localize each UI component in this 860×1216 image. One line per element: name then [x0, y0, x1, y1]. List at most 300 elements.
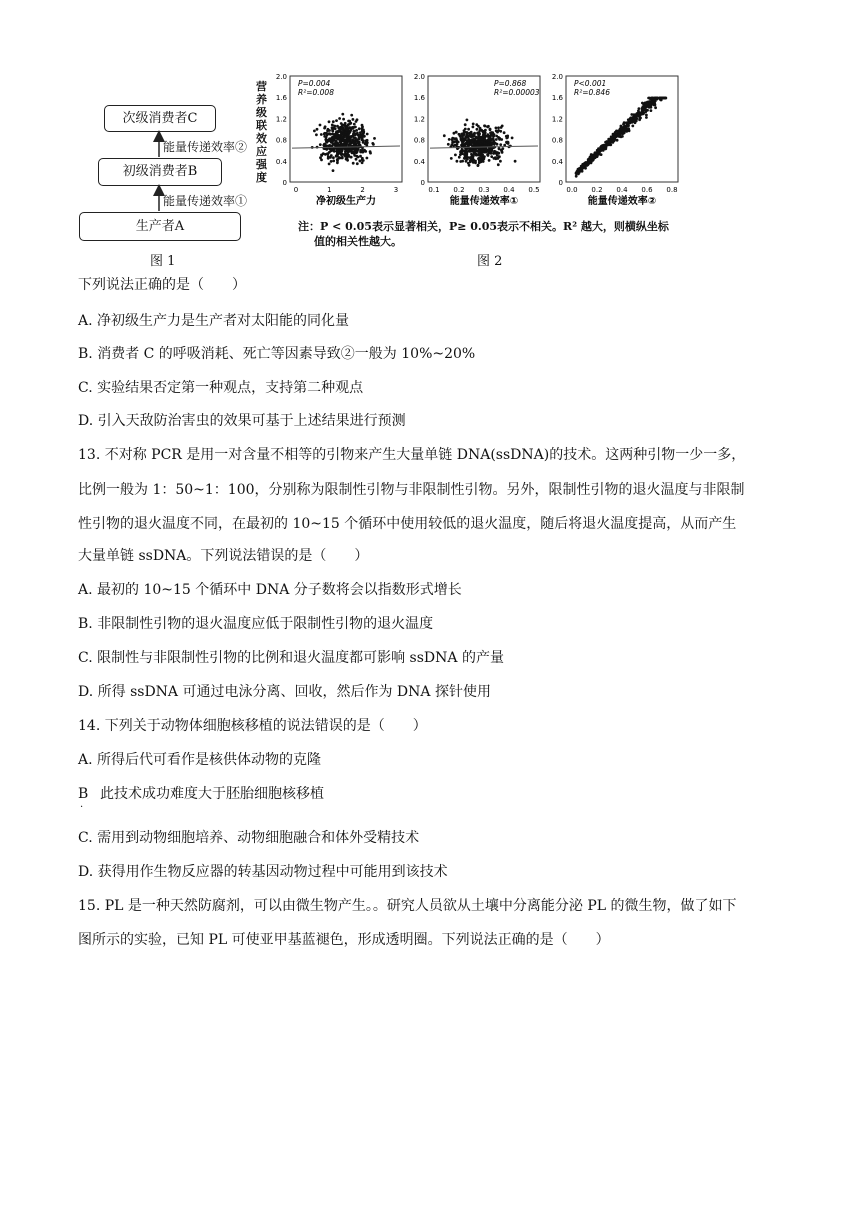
- scatter-point: [455, 137, 458, 140]
- scatter-point: [345, 149, 348, 152]
- scatter-point: [344, 131, 347, 134]
- scatter-point: [328, 163, 331, 166]
- producer-a-box: 生产者A: [79, 212, 241, 241]
- scatter-point: [493, 157, 496, 160]
- scatter-point: [345, 141, 348, 144]
- scatter-point: [472, 159, 475, 162]
- scatter-point: [357, 147, 360, 150]
- scatter-point: [456, 160, 459, 163]
- scatter-point: [482, 134, 485, 137]
- scatter-point: [495, 130, 498, 133]
- scatter-point: [326, 153, 329, 156]
- scatter-point: [490, 155, 493, 158]
- scatter-point: [335, 119, 338, 122]
- scatter-point: [483, 124, 486, 127]
- scatter-point: [341, 157, 344, 160]
- y-tick-label: 1.2: [551, 115, 563, 124]
- q13-option-c: C. 限制性与非限制性引物的比例和退火温度都可影响 ssDNA 的产量: [78, 650, 504, 666]
- scatter-point: [488, 136, 491, 139]
- scatter-point: [448, 138, 451, 141]
- scatter-point: [575, 175, 578, 178]
- figure-2-note-1: 注：P < 0.05表示显著相关，P≥ 0.05表示不相关。R² 越大，则横纵坐标: [298, 220, 669, 233]
- scatter-point: [350, 114, 353, 117]
- scatter-point: [604, 144, 607, 147]
- scatter-point: [470, 148, 473, 151]
- y-tick-label: 2.0: [275, 73, 287, 81]
- scatter-point: [610, 137, 613, 140]
- x-tick-label: 0.2: [591, 186, 603, 194]
- scatter-point: [485, 143, 488, 146]
- x-tick-label: 0.6: [641, 186, 653, 194]
- scatter-point: [331, 127, 334, 130]
- scatter-point: [352, 142, 355, 145]
- scatter-point: [581, 168, 584, 171]
- x-axis-label: 净初级生产力: [316, 196, 376, 207]
- y-tick-label: 1.6: [413, 94, 425, 103]
- scatter-point: [469, 156, 472, 159]
- scatter-point: [497, 163, 500, 166]
- y-tick-label: 0: [420, 179, 425, 187]
- scatter-point: [473, 152, 476, 155]
- figure-2-caption: 图 2: [477, 254, 503, 269]
- scatter-point: [490, 142, 493, 145]
- q12-option-c: C. 实验结果否定第一种观点，支持第二种观点: [78, 380, 364, 396]
- scatter-point: [495, 127, 498, 130]
- scatter-point: [352, 162, 355, 165]
- scatter-point: [638, 115, 641, 118]
- y-tick-label: 0.8: [413, 136, 425, 145]
- scatter-point: [511, 137, 514, 140]
- scatter-point: [618, 135, 621, 138]
- scatter-point: [328, 129, 331, 132]
- scatter-point: [443, 134, 446, 137]
- q15-line-2: 图所示的实验，已知 PL 可使亚甲基蓝褪色，形成透明圈。下列说法正确的是（ ）: [78, 932, 610, 948]
- y-tick-label: 2.0: [413, 73, 425, 81]
- scatter-point: [470, 140, 473, 143]
- x-tick-label: 0.1: [428, 186, 440, 194]
- scatter-point: [465, 160, 468, 163]
- scatter-point: [458, 156, 461, 159]
- scatter-point: [465, 151, 468, 154]
- scatter-point: [330, 154, 333, 157]
- scatter-point: [634, 117, 637, 120]
- scatter-point: [328, 139, 331, 142]
- scatter-point: [499, 130, 502, 133]
- scatter-point: [330, 160, 333, 163]
- scatter-point: [336, 148, 339, 151]
- scatter-point: [463, 131, 466, 134]
- scatter-point: [352, 118, 355, 121]
- scatter-point: [640, 111, 643, 114]
- scatter-point: [503, 144, 506, 147]
- scatter-point: [505, 137, 508, 140]
- scatter-point: [356, 162, 359, 165]
- scatter-point: [649, 103, 652, 106]
- scatter-point: [348, 150, 351, 153]
- x-tick-label: 0.2: [453, 186, 465, 194]
- scatter-point: [358, 127, 361, 130]
- scatter-point: [366, 157, 369, 160]
- scatter-point: [488, 159, 491, 162]
- figure-1-arrows: [0, 0, 300, 260]
- p-value: P=0.004: [298, 79, 331, 88]
- q14-option-b-letter: B: [78, 786, 89, 802]
- scatter-point: [340, 122, 343, 125]
- scatter-point: [332, 156, 335, 159]
- scatter-point: [467, 128, 470, 131]
- scatter-point: [342, 118, 345, 121]
- scatter-point: [338, 127, 341, 130]
- scatter-point: [329, 133, 332, 136]
- scatter-point: [634, 121, 637, 124]
- scatter-point: [349, 147, 352, 150]
- x-axis-label: 能量传递效率①: [449, 196, 519, 207]
- scatter-point: [495, 135, 498, 138]
- q14-option-c: C. 需用到动物细胞培养、动物细胞融合和体外受精技术: [78, 830, 420, 846]
- scatter-point: [361, 157, 364, 160]
- scatter-point: [350, 135, 353, 138]
- scatter-point: [625, 128, 628, 131]
- scatter-point: [458, 133, 461, 136]
- scatter-point: [477, 164, 480, 167]
- scatter-point: [334, 133, 337, 136]
- scatter-point: [359, 131, 362, 134]
- scatter-point: [469, 159, 472, 162]
- scatter-point: [353, 123, 356, 126]
- scatter-point: [608, 141, 611, 144]
- x-tick-label: 0.0: [566, 186, 578, 194]
- q14-option-a: A. 所得后代可看作是核供体动物的克隆: [78, 752, 322, 768]
- scatter-point: [500, 138, 503, 141]
- scatter-point: [490, 152, 493, 155]
- scatter-point: [631, 125, 634, 128]
- scatter-point: [361, 161, 364, 164]
- scatter-point: [478, 138, 481, 141]
- scatter-point: [494, 150, 497, 153]
- scatter-point: [472, 133, 475, 136]
- x-tick-label: 0.3: [478, 186, 490, 194]
- scatter-point: [373, 137, 376, 140]
- scatter-point: [587, 158, 590, 161]
- scatter-point: [476, 128, 479, 131]
- scatter-point: [464, 128, 467, 131]
- scatter-point: [654, 106, 657, 109]
- scatter-point: [327, 155, 330, 158]
- scatter-point: [645, 104, 648, 107]
- scatter-point: [478, 159, 481, 162]
- scatter-point: [487, 154, 490, 157]
- x-tick-label: 0.8: [666, 186, 678, 194]
- scatter-point: [336, 136, 339, 139]
- scatter-point: [336, 143, 339, 146]
- scatter-point: [344, 128, 347, 131]
- scatter-point: [459, 160, 462, 163]
- scatter-point: [626, 124, 629, 127]
- scatter-point: [344, 154, 347, 157]
- q15-line-1: 15. PL 是一种天然防腐剂，可以由微生物产生。。研究人员欲从土壤中分离能分泌 PL 的微生物，做了如下: [78, 898, 737, 914]
- scatter-point: [351, 151, 354, 154]
- y-tick-label: 0: [282, 179, 287, 187]
- scatter-point: [341, 113, 344, 116]
- x-tick-label: 0.4: [503, 186, 515, 194]
- x-tick-label: 2: [360, 186, 365, 194]
- x-axis-label: 能量传递效率②: [587, 196, 657, 207]
- scatter-point: [332, 160, 335, 163]
- scatter-point: [348, 123, 351, 126]
- scatter-point: [332, 136, 335, 139]
- scatter-point: [323, 135, 326, 138]
- scatter-point: [340, 131, 343, 134]
- scatter-point: [319, 143, 322, 146]
- q14-option-b-text: 此技术成功难度大于胚胎细胞核移植: [100, 786, 324, 802]
- q14-option-b-dot: .: [80, 799, 84, 810]
- q12-option-b: B. 消费者 C 的呼吸消耗、死亡等因素导致②一般为 10%~20%: [78, 346, 476, 362]
- scatter-point: [651, 100, 654, 103]
- scatter-point: [659, 97, 662, 100]
- scatter-point: [484, 129, 487, 132]
- figure-2-scatter-plots: [268, 68, 688, 218]
- figure-1-caption: 图 1: [150, 254, 176, 269]
- scatter-point: [578, 168, 581, 171]
- scatter-point: [638, 107, 641, 110]
- scatter-point: [333, 125, 336, 128]
- scatter-point: [501, 147, 504, 150]
- scatter-point: [470, 153, 473, 156]
- scatter-point: [460, 133, 463, 136]
- q14-option-d: D. 获得用作生物反应器的转基因动物过程中可能用到该技术: [78, 864, 448, 880]
- scatter-point: [641, 102, 644, 105]
- scatter-point: [494, 142, 497, 145]
- scatter-point: [599, 149, 602, 152]
- scatter-point: [332, 169, 335, 172]
- scatter-point: [349, 127, 352, 130]
- scatter-point: [623, 121, 626, 124]
- scatter-point: [455, 131, 458, 134]
- scatter-point: [500, 126, 503, 129]
- q13-line-1: 13. 不对称 PCR 是用一对含量不相等的引物来产生大量单链 DNA(ssDNA)的技术。这两种引物一少一多，: [78, 447, 746, 463]
- scatter-point: [575, 172, 578, 175]
- scatter-point: [475, 123, 478, 126]
- scatter-point: [652, 103, 655, 106]
- scatter-point: [366, 139, 369, 142]
- scatter-point: [372, 143, 375, 146]
- scatter-point: [468, 164, 471, 167]
- scatter-point: [457, 141, 460, 144]
- scatter-point: [467, 132, 470, 135]
- scatter-point: [341, 136, 344, 139]
- scatter-point: [454, 154, 457, 157]
- scatter-point: [507, 141, 510, 144]
- scatter-point: [478, 141, 481, 144]
- scatter-point: [607, 138, 610, 141]
- y-tick-label: 1.2: [275, 115, 287, 124]
- scatter-point: [631, 121, 634, 124]
- p-value: P<0.001: [574, 79, 607, 88]
- scatter-point: [335, 130, 338, 133]
- y-tick-label: 0: [558, 179, 563, 187]
- scatter-point: [653, 99, 656, 102]
- q12-option-a: A. 净初级生产力是生产者对太阳能的同化量: [78, 313, 350, 329]
- scatter-point: [362, 130, 365, 133]
- scatter-point: [320, 159, 323, 162]
- q13-option-d: D. 所得 ssDNA 可通过电泳分离、回收，然后作为 DNA 探针使用: [78, 684, 491, 700]
- y-tick-label: 1.6: [275, 94, 287, 103]
- scatter-point: [346, 129, 349, 132]
- x-tick-label: 0.5: [528, 186, 540, 194]
- scatter-point: [664, 97, 667, 100]
- scatter-point: [366, 133, 369, 136]
- scatter-point: [369, 152, 372, 155]
- scatter-point: [454, 144, 457, 147]
- scatter-point: [645, 116, 648, 119]
- scatter-point: [501, 151, 504, 154]
- scatter-point: [335, 155, 338, 158]
- p-value: P=0.868: [494, 79, 527, 88]
- scatter-point: [326, 134, 329, 137]
- q13-option-a: A. 最初的 10~15 个循环中 DNA 分子数将会以指数形式增长: [78, 582, 462, 598]
- scatter-point: [483, 132, 486, 135]
- q13-line-2: 比例一般为 1：50~1：100，分别称为限制性引物与非限制性引物。另外，限制性引物的退火温度与非限制: [78, 482, 745, 498]
- scatter-point: [650, 109, 653, 112]
- y-tick-label: 0.4: [413, 157, 425, 166]
- scatter-point: [349, 143, 352, 146]
- scatter-point: [589, 158, 592, 161]
- scatter-point: [334, 127, 337, 130]
- y-tick-label: 0.8: [551, 136, 563, 145]
- scatter-point: [338, 117, 341, 120]
- q12-option-d: D. 引入天敌防治害虫的效果可基于上述结果进行预测: [78, 413, 406, 429]
- scatter-point: [478, 150, 481, 153]
- y-tick-label: 2.0: [551, 73, 563, 81]
- scatter-point: [353, 154, 356, 157]
- scatter-point: [341, 125, 344, 128]
- scatter-point: [451, 141, 454, 144]
- scatter-point: [324, 153, 327, 156]
- scatter-point: [332, 120, 335, 123]
- scatter-point: [361, 126, 364, 129]
- scatter-point: [331, 130, 334, 133]
- scatter-point: [362, 133, 365, 136]
- scatter-point: [637, 110, 640, 113]
- scatter-point: [344, 122, 347, 125]
- q13-line-3: 性引物的退火温度不同，在最初的 10~15 个循环中使用较低的退火温度，随后将退火温度提高，从而产生: [78, 516, 737, 532]
- scatter-point: [354, 133, 357, 136]
- scatter-point: [319, 124, 322, 127]
- scatter-point: [338, 151, 341, 154]
- y-tick-label: 0.4: [551, 157, 563, 166]
- y-tick-label: 0.4: [275, 157, 287, 166]
- scatter-point: [459, 153, 462, 156]
- r-squared: R²=0.846: [574, 88, 610, 97]
- scatter-point: [358, 135, 361, 138]
- scatter-point: [320, 154, 323, 157]
- scatter-point: [355, 158, 358, 161]
- scatter-point: [486, 133, 489, 136]
- scatter-point: [461, 142, 464, 145]
- scatter-point: [621, 132, 624, 135]
- scatter-point: [339, 148, 342, 151]
- scatter-point: [472, 123, 475, 126]
- x-tick-label: 3: [393, 186, 399, 194]
- scatter-point: [489, 128, 492, 131]
- scatter-point: [503, 131, 506, 134]
- scatter-point: [344, 138, 347, 141]
- scatter-point: [635, 114, 638, 117]
- scatter-point: [466, 119, 469, 122]
- scatter-point: [349, 138, 352, 141]
- scatter-point: [466, 139, 469, 142]
- scatter-point: [474, 161, 477, 164]
- scatter-point: [614, 131, 617, 134]
- scatter-point: [489, 132, 492, 135]
- scatter-point: [478, 134, 481, 137]
- scatter-point: [605, 141, 608, 144]
- scatter-point: [480, 155, 483, 158]
- scatter-point: [339, 140, 342, 143]
- scatter-point: [499, 160, 502, 163]
- scatter-point: [347, 134, 350, 137]
- scatter-point: [332, 142, 335, 145]
- scatter-point: [331, 124, 334, 127]
- scatter-point: [643, 108, 646, 111]
- scatter-point: [359, 151, 362, 154]
- scatter-point: [450, 157, 453, 160]
- scatter-point: [470, 131, 473, 134]
- scatter-point: [461, 150, 464, 153]
- figure-2-ylabel: 营养级联效应强度: [256, 80, 267, 184]
- q14-stem: 14. 下列关于动物体细胞核移植的说法错误的是（ ）: [78, 718, 427, 734]
- scatter-point: [648, 100, 651, 103]
- consumer-c-box: 次级消费者C: [104, 105, 216, 132]
- scatter-point: [645, 114, 648, 117]
- x-tick-label: 0: [293, 186, 299, 194]
- scatter-point: [338, 156, 341, 159]
- y-tick-label: 1.2: [413, 115, 425, 124]
- x-tick-label: 1: [327, 186, 332, 194]
- scatter-point: [491, 134, 494, 137]
- scatter-point: [649, 98, 652, 101]
- y-tick-label: 0.8: [275, 136, 287, 145]
- scatter-point: [613, 139, 616, 142]
- scatter-point: [350, 156, 353, 159]
- consumer-b-box: 初级消费者B: [98, 158, 222, 186]
- scatter-point: [617, 131, 620, 134]
- scatter-point: [613, 135, 616, 138]
- scatter-point: [472, 155, 475, 158]
- scatter-point: [495, 138, 498, 141]
- scatter-point: [328, 120, 331, 123]
- scatter-point: [587, 163, 590, 166]
- scatter-point: [488, 139, 491, 142]
- x-tick-label: 0.4: [616, 186, 628, 194]
- scatter-point: [486, 126, 489, 129]
- scatter-point: [353, 130, 356, 133]
- scatter-point: [467, 144, 470, 147]
- scatter-point: [476, 132, 479, 135]
- scatter-point: [464, 123, 467, 126]
- scatter-point: [347, 131, 350, 134]
- scatter-point: [620, 127, 623, 130]
- scatter-point: [498, 148, 501, 151]
- scatter-point: [596, 154, 599, 157]
- r-squared: R²=0.008: [298, 88, 334, 97]
- scatter-point: [655, 97, 658, 100]
- scatter-point: [481, 149, 484, 152]
- scatter-point: [465, 149, 468, 152]
- scatter-point: [583, 164, 586, 167]
- q12-stem: 下列说法正确的是（ ）: [78, 277, 246, 293]
- scatter-point: [315, 133, 318, 136]
